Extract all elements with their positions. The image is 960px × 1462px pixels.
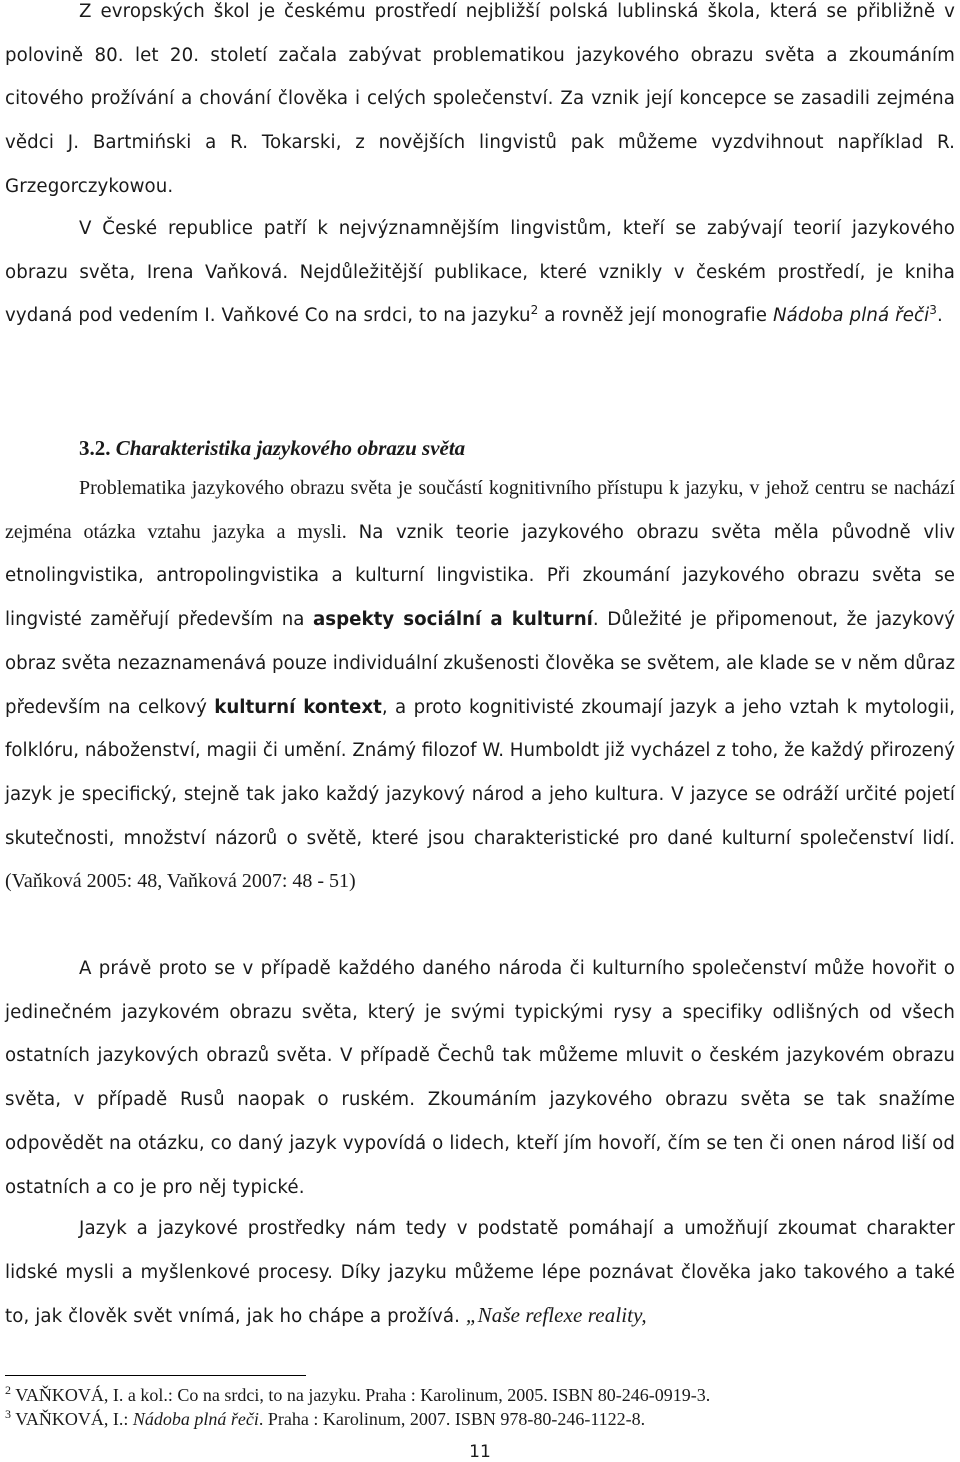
paragraph-text: , a proto kognitivisté zkoumají jazyk a jeho vztah k mytologii, folklóru, náboženství, magii či umění. Známý filozof W. Humboldt již vycházel z toho, že každý přirozený jazyk je specifický, stejně tak jako každý jazykový národ a jeho kultura. V jazyce se odráží určité pojetí skutečnosti, množství názorů o světě, které jsou charakteristické pro dané kulturní společenství lidí. [5, 696, 955, 849]
book-title: Nádoba plná řeči [132, 1409, 259, 1429]
footnote-mark: 3 [5, 1407, 11, 1421]
paragraph-czech-republic [5, 207, 955, 338]
footnote-ref-2[interactable]: 2 [530, 303, 539, 318]
paragraph-lublin-school [5, 0, 955, 209]
emphasis-cultural-context: kulturní kontext [214, 696, 382, 718]
paragraph-text: . [936, 305, 943, 327]
section-number: 3.2. [79, 436, 111, 460]
paragraph-language-mind [5, 1207, 955, 1339]
footnote-2 [5, 1384, 710, 1406]
paragraph-text: A právě proto se v případě každého daného národa či kulturního společenství může hovořit o jedinečném jazykovém obrazu světa, který je svými typickými rysy a specifiky odlišných od všech ostatních jazykových obrazů světa. [5, 958, 955, 1067]
footnote-mark: 2 [5, 1383, 11, 1397]
section-title: Charakteristika jazykového obrazu světa [115, 436, 466, 460]
quote-start: „Naše reflexe reality, [465, 1303, 647, 1328]
paragraph-characteristics [5, 467, 955, 904]
citation: (Vaňková 2005: 48, Vaňková 2007: 48 - 51) [5, 870, 356, 893]
footnote-3 [5, 1408, 645, 1430]
footnote-text: VAŇKOVÁ, I. a kol.: Co na srdci, to na jazyku. Praha : Karolinum, 2005. ISBN 80-246-0919-3. [15, 1385, 711, 1405]
paragraph-text: Z evropských škol je českému prostředí nejbližší polská lublinská škola, která se přibližně v polovině 80. let 20. století začala zabývat problematikou jazykového obrazu světa a zkoumáním citového prožívání a chování člověka i celých společenství. Za vznik její koncepce se zasadili zejména vědci J. Bartmiński a R. Tokarski, z novějších lingvistů pak můžeme vyzdvihnout například R. Grzegorczykowou. [5, 1, 955, 197]
paragraph-text: a rovněž její monografie [538, 305, 773, 327]
footnote-text: . Praha : Karolinum, 2007. ISBN 978-80-246-1122-8. [258, 1409, 646, 1429]
footnote-separator [5, 1375, 306, 1376]
emphasis-social-cultural: aspekty sociální a kulturní [313, 609, 593, 631]
paragraph-text: Jazyk a jazykové prostředky nám tedy v podstatě pomáhají a umožňují zkoumat charakter lidské mysli a myšlenkové procesy. Díky jazyku můžeme lépe poznávat člověka jako takového a také to, jak člověk svět vnímá, jak ho chápe a prožívá. [5, 1218, 955, 1328]
footnote-text: VAŇKOVÁ, I.: [15, 1409, 133, 1429]
section-heading [79, 428, 465, 468]
paragraph-text: Na vznik teorie jazykového obrazu světa měla původně vliv etnolingvistika, antropolingvistika a kulturní lingvistika. Při zkoumání jazykového obrazu světa se lingvisté zaměřují především na [5, 521, 955, 631]
book-title: Nádoba plná řeči [772, 305, 930, 327]
paragraph-national-worldview [5, 947, 955, 1209]
paragraph-text: V případě Čechů tak můžeme mluvit o českém jazykovém obrazu světa, v případě Rusů naopak o ruském. Zkoumáním jazykového obrazu světa se tak snažíme odpovědět na otázku, co daný jazyk vypovídá o lidech, kteří jím hovoří, čím se ten či onen národ liší od ostatních a co je pro něj typické. [5, 1045, 955, 1198]
paragraph-text: . Důležité je připomenout, že jazykový obraz světa nezaznamenává pouze individuální zkušenosti člověka se světem, ale klade se v něm důraz především na celkový [5, 609, 955, 718]
paragraph-text: Problematika jazykového obrazu světa je součástí kognitivního přístupu k jazyku, v jehož centru se nachází zejména otázka vztahu jazyka a mysli. [5, 477, 955, 543]
page-number: 11 [469, 1442, 491, 1462]
footnote-ref-3[interactable]: 3 [929, 303, 937, 318]
paragraph-text: V České republice patří k nejvýznamnějším lingvistům, kteří se zabývají teorií jazykového obrazu světa, Irena Vaňková. Nejdůležitější publikace, které vznikly v českém prostředí, je kniha vydaná pod vedením I. Vaňkové Co na srdci, to na jazyku [5, 218, 955, 327]
